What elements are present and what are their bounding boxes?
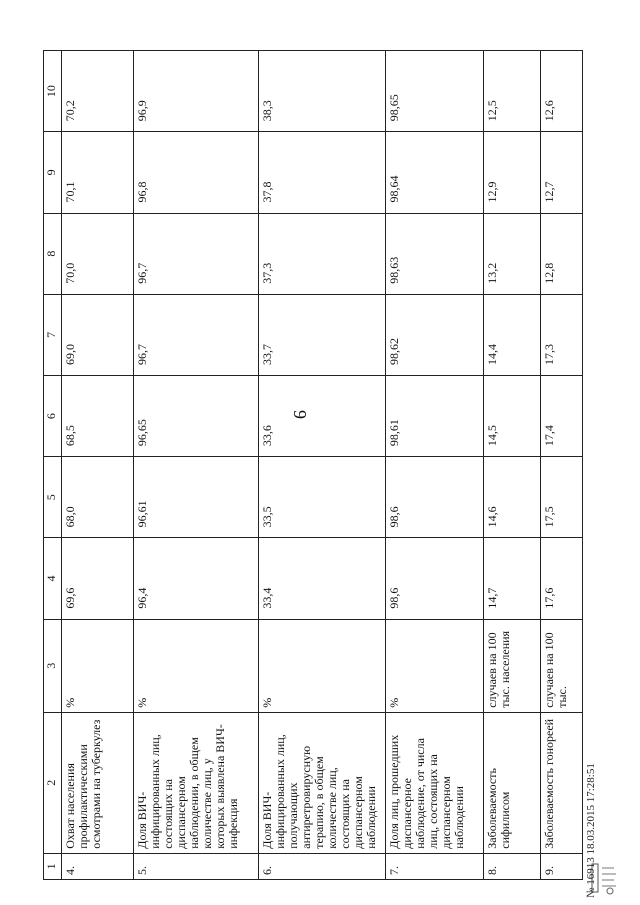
unit: случаев на 100 тыс. bbox=[541, 619, 583, 712]
col-header: 6 bbox=[44, 375, 62, 456]
indicator-name: Доля лиц, прошедших диспансерное наблюдение, от числа лиц, состоящих на диспансерном наблюдении bbox=[385, 712, 484, 853]
page-number: 9 bbox=[290, 410, 310, 419]
value-cell: 14,5 bbox=[484, 375, 541, 456]
table-row bbox=[61, 51, 134, 880]
table-row bbox=[385, 51, 484, 880]
col-header: 4 bbox=[44, 538, 62, 619]
column-number-header bbox=[44, 51, 62, 880]
value-cell: 12,7 bbox=[541, 132, 583, 213]
value-cell: 38,3 bbox=[258, 51, 385, 132]
value-cell: 96,8 bbox=[134, 132, 259, 213]
value-cell: 98,64 bbox=[385, 132, 484, 213]
indicator-name: Заболеваемость гонореей bbox=[541, 712, 583, 853]
value-cell: 98,6 bbox=[385, 457, 484, 538]
col-header: 3 bbox=[44, 619, 62, 712]
row-number: 7. bbox=[385, 853, 484, 879]
value-cell: 12,6 bbox=[541, 51, 583, 132]
value-cell: 14,4 bbox=[484, 294, 541, 375]
value-cell: 69,0 bbox=[61, 294, 134, 375]
value-cell: 68,0 bbox=[61, 457, 134, 538]
indicator-name: Заболеваемость сифилисом bbox=[484, 712, 541, 853]
row-number: 6. bbox=[258, 853, 385, 879]
value-cell: 33,6 bbox=[258, 375, 385, 456]
indicators-table bbox=[43, 50, 583, 880]
col-header: 10 bbox=[44, 51, 62, 132]
value-cell: 17,4 bbox=[541, 375, 583, 456]
value-cell: 14,6 bbox=[484, 457, 541, 538]
table-row bbox=[134, 51, 259, 880]
col-header: 1 bbox=[44, 853, 62, 879]
registration-stamp: № 16913 18.03.2015 17:28:51 bbox=[585, 763, 597, 898]
value-cell: 68,5 bbox=[61, 375, 134, 456]
value-cell: 33,5 bbox=[258, 457, 385, 538]
indicator-name: Доля ВИЧ-инфицированных лиц, состоящих на диспансерном наблюдении, в общем количестве лиц, у которых выявлена ВИЧ-инфекция bbox=[134, 712, 259, 853]
unit: % bbox=[258, 619, 385, 712]
indicator-name: Доля ВИЧ-инфицированных лиц, получающих антиретровирусную терапию, в общем количестве лиц, состоящих на диспансерном наблюдении bbox=[258, 712, 385, 853]
col-header: 5 bbox=[44, 457, 62, 538]
col-header: 2 bbox=[44, 712, 62, 853]
value-cell: 13,2 bbox=[484, 213, 541, 294]
value-cell: 96,65 bbox=[134, 375, 259, 456]
row-number: 4. bbox=[61, 853, 134, 879]
unit: % bbox=[61, 619, 134, 712]
table-row bbox=[541, 51, 583, 880]
value-cell: 98,62 bbox=[385, 294, 484, 375]
value-cell: 98,61 bbox=[385, 375, 484, 456]
value-cell: 98,65 bbox=[385, 51, 484, 132]
value-cell: 96,7 bbox=[134, 213, 259, 294]
value-cell: 33,7 bbox=[258, 294, 385, 375]
value-cell: 98,6 bbox=[385, 538, 484, 619]
row-number: 9. bbox=[541, 853, 583, 879]
value-cell: 96,4 bbox=[134, 538, 259, 619]
indicator-name: Охват населения профилактическими осмотрами на туберкулез bbox=[61, 712, 134, 853]
row-number: 5. bbox=[134, 853, 259, 879]
value-cell: 96,7 bbox=[134, 294, 259, 375]
value-cell: 17,6 bbox=[541, 538, 583, 619]
col-header: 7 bbox=[44, 294, 62, 375]
value-cell: 69,6 bbox=[61, 538, 134, 619]
value-cell: 70,2 bbox=[61, 51, 134, 132]
unit: % bbox=[134, 619, 259, 712]
col-header: 9 bbox=[44, 132, 62, 213]
value-cell: 37,3 bbox=[258, 213, 385, 294]
indicators-table-container bbox=[43, 50, 583, 880]
value-cell: 96,9 bbox=[134, 51, 259, 132]
value-cell: 37,8 bbox=[258, 132, 385, 213]
unit: % bbox=[385, 619, 484, 712]
value-cell: 17,3 bbox=[541, 294, 583, 375]
value-cell: 12,5 bbox=[484, 51, 541, 132]
value-cell: 96,61 bbox=[134, 457, 259, 538]
value-cell: 12,9 bbox=[484, 132, 541, 213]
value-cell: 12,8 bbox=[541, 213, 583, 294]
table-row bbox=[258, 51, 385, 880]
value-cell: 70,0 bbox=[61, 213, 134, 294]
value-cell: 70,1 bbox=[61, 132, 134, 213]
rotated-table bbox=[43, 50, 583, 880]
value-cell: 98,63 bbox=[385, 213, 484, 294]
row-number: 8. bbox=[484, 853, 541, 879]
value-cell: 17,5 bbox=[541, 457, 583, 538]
value-cell: 14,7 bbox=[484, 538, 541, 619]
col-header: 8 bbox=[44, 213, 62, 294]
value-cell: 33,4 bbox=[258, 538, 385, 619]
unit: случаев на 100 тыс. населения bbox=[484, 619, 541, 712]
table-row bbox=[484, 51, 541, 880]
